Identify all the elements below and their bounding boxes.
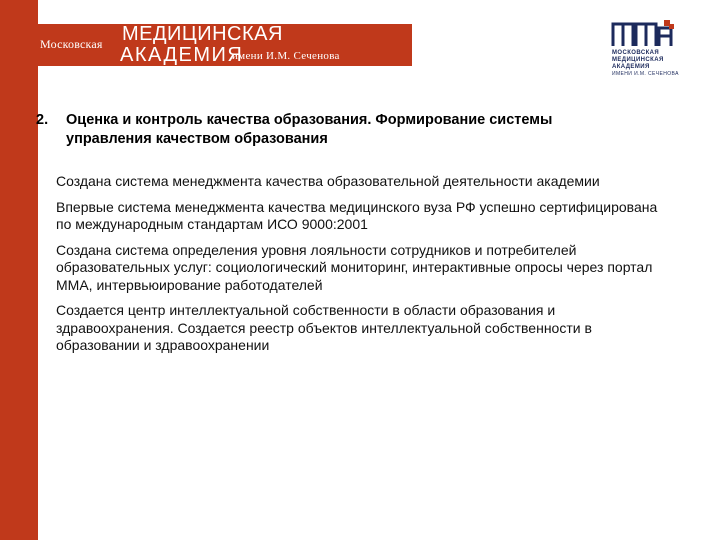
banner-small-text: Московская: [40, 37, 103, 51]
logo-caption-line: АКАДЕМИЯ: [612, 64, 650, 70]
paragraph: Создается центр интеллектуальной собственности в области образования и здравоохранения. Создается реестр объектов интеллектуальной собственности в образовании и здравоохранении: [56, 302, 592, 353]
logo-caption-line: ИМЕНИ И.М. СЕЧЕНОВА: [612, 71, 679, 77]
section-title-text: Оценка и контроль качества образования. Формирование системы управления качеством образования: [66, 112, 553, 147]
left-accent-bar: [0, 0, 38, 540]
paragraph: Впервые система менеджмента качества медицинского вуза РФ успешно сертифицирована по международным стандартам ИСО 9000:2001: [56, 198, 658, 232]
logo-caption: [612, 50, 682, 78]
paragraph: Создана система определения уровня лояльности сотрудников и потребителей образовательных услуг: социологический мониторинг, интерактивные опросы через портал ММА, интервьюирование работодателей: [56, 241, 653, 293]
section-number: 2.: [36, 112, 49, 128]
paragraph: Создана система менеджмента качества образовательной деятельности академии: [56, 173, 600, 189]
logo-caption-line: МОСКОВСКАЯ: [612, 50, 660, 56]
content-body: [56, 173, 666, 363]
header-banner: [32, 24, 412, 66]
banner-title-line2: АКАДЕМИЯ: [120, 44, 244, 66]
logo-caption-line: МЕДИЦИНСКАЯ: [612, 57, 664, 63]
banner-subtitle: имени И.М. Сеченова: [232, 50, 340, 62]
banner-title-line1: МЕДИЦИНСКАЯ: [122, 23, 283, 45]
